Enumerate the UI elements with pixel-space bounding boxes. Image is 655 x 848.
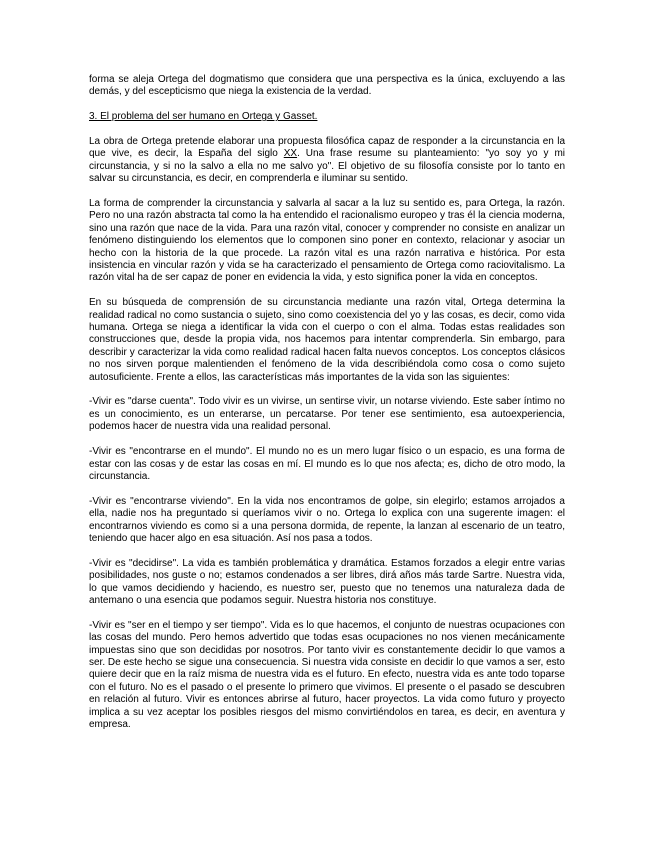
list-item-ser-en-el-tiempo: -Vivir es "ser en el tiempo y ser tiempo". Vida es lo que hacemos, el conjunto de nuestras ocupaciones con las cosas del mundo. Pero hemos advertido que todas esas ocupaciones no nos vienen mecánicamente impuestas sino que son decididas por nosotros. Por tanto vivir es constantemente decidir lo que vamos a ser. De este hecho se sigue una consecuencia. Si nuestra vida consiste en decidir lo que vamos a ser, esto quiere decir que en la raíz misma de nuestra vida es el futuro. En efecto, nuestra vida es ante todo toparse con el futuro. No es el pasado o el presente lo primero que vivimos. El presente o el pasado se descubren en relación al futuro. Vivir es entonces abrirse al futuro, hacer proyectos. La vida como futuro y proyecto implica a su vez aceptar los posibles riesgos del mismo convirtiéndolos en tarea, es decir, en aventura y empresa. — [89, 619, 565, 730]
paragraph-text: La obra de Ortega pretende elaborar una propuesta filosófica capaz de responder a la circunstancia en la que vive, es decir, la España del siglo — [89, 136, 565, 160]
document-page — [89, 74, 565, 744]
paragraph-text: . Una frase resume su planteamiento: "yo soy yo y mi circunstancia, y si no la salvo a ella no me salvo yo". El objetivo de su filosofía consiste por lo tanto en salvar su circunstancia, es decir, en comprenderla e iluminar su sentido. — [89, 148, 565, 185]
list-item-decidirse: -Vivir es "decidirse". La vida es también problemática y dramática. Estamos forzados a elegir entre varias posibilidades, nos guste o no; estamos condenados a ser libres, dirá años más tarde Sartre. Nuestra vida, lo que vamos decidiendo y haciendo, es nuestro ser, puesto que no tenemos una naturaleza dada de antemano o una esencia que podamos seguir. Nuestra historia nos constituye. — [89, 557, 565, 606]
list-item-darse-cuenta: -Vivir es "darse cuenta". Todo vivir es un vivirse, un sentirse vivir, un notarse viviendo. Este saber íntimo no es un conocimiento, es un enterarse, un percatarse. Por tener ese sentimiento, esa autoexperiencia, podemos hacer de nuestra vida una realidad personal. — [89, 396, 565, 433]
list-item-encontrarse-en-el-mundo: -Vivir es "encontrarse en el mundo". El mundo no es un mero lugar físico o un espacio, es una forma de estar con las cosas y de estar las cosas en mí. El mundo es lo que nos afecta; es, dicho de otro modo, la circunstancia. — [89, 446, 565, 482]
century-numeral: XX — [283, 148, 298, 160]
paragraph-razon-vital: La forma de comprender la circunstancia y salvarla al sacar a la luz su sentido es, para Ortega, la razón. Pero no una razón abstracta tal como la ha entendido el racionalismo europeo y tras él la ciencia moderna, sino una razón que nace de la vida. Para una razón vital, conocer y comprender no consiste en analizar un fenómeno distinguiendo los elementos que lo componen sino poner en contexto, relacionar y asociar un hecho con la historia de la que procede. La razón vital es una razón narrativa e histórica. Por esta insistencia en vincular razón y vida se ha caracterizado el pensamiento de Ortega como raciovitalismo. La razón vital ha de ser capaz de poner en evidencia la vida, y esto significa poner la vida en conceptos. — [89, 198, 565, 284]
list-item-encontrarse-viviendo: -Vivir es "encontrarse viviendo". En la vida nos encontramos de golpe, sin elegirlo; estamos arrojados a ella, nadie nos ha preguntado si queríamos vivir o no. Ortega lo explica con una sugerente imagen: el encontrarnos viviendo es como si a una persona dormida, de repente, la lanzan al escenario de un teatro, teniendo que hacer algo en esa situación. Así nos pasa a todos. — [89, 495, 565, 544]
paragraph-realidad-radical: En su búsqueda de comprensión de su circunstancia mediante una razón vital, Ortega determina la realidad radical no como sustancia o sujeto, sino como coexistencia del yo y las cosas, es decir, como vida humana. Ortega se niega a identificar la vida con el cuerpo o con el alma. Todas estas realidades son construcciones que, desde la propia vida, nos hacemos para intentar comprenderla. Sin embargo, para describir y caracterizar la vida como realidad radical hacen falta nuevos conceptos. Los conceptos clásicos no nos sirven porque malentienden el fenómeno de la vida describiéndola como cosa o como sujeto autosuficiente. Frente a ellos, las características más importantes de la vida son las siguientes: — [89, 297, 565, 383]
intro-paragraph: forma se aleja Ortega del dogmatismo que considera que una perspectiva es la única, excluyendo a las demás, y del escepticismo que niega la existencia de la verdad. — [89, 74, 565, 98]
section-heading: 3. El problema del ser humano en Ortega y Gasset. — [89, 111, 318, 123]
paragraph-obra-de-ortega — [89, 136, 565, 186]
